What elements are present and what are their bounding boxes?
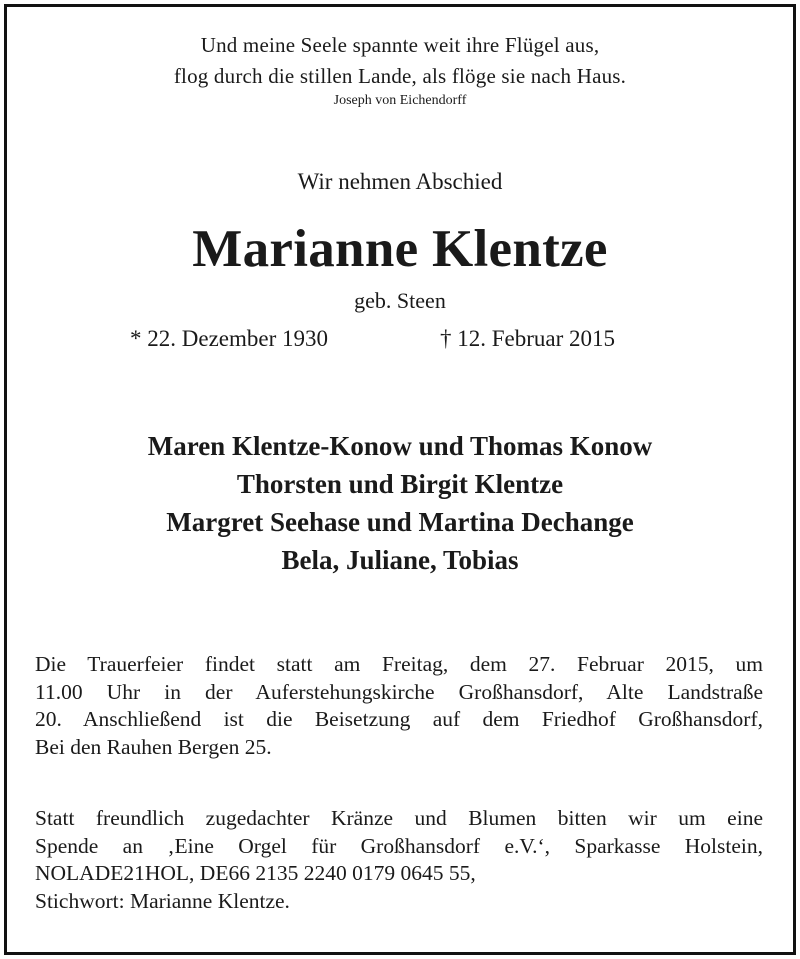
mourner-line: Thorsten und Birgit Klentze bbox=[236, 469, 564, 499]
paragraph-line: Die Trauerfeier findet statt am Freitag, dem 27. Februar 2015, um bbox=[35, 652, 763, 676]
mourner-line: Bela, Juliane, Tobias bbox=[281, 545, 519, 575]
death-date: † 12. Februar 2015 bbox=[440, 326, 616, 351]
poem-line: Und meine Seele spannte weit ihre Flügel aus, bbox=[200, 33, 600, 57]
paragraph-line: 20. Anschließend ist die Beisetzung auf dem Friedhof Großhansdorf, bbox=[35, 707, 763, 731]
mourner-line: Margret Seehase und Martina Dechange bbox=[166, 507, 634, 537]
poem-line: flog durch die stillen Lande, als flöge sie nach Haus. bbox=[173, 64, 627, 88]
intro-text: Wir nehmen Abschied bbox=[297, 169, 503, 194]
paragraph-line: Stichwort: Marianne Klentze. bbox=[35, 888, 290, 913]
paragraph-line: Statt freundlich zugedachter Kränze und Blumen bitten wir um eine bbox=[35, 806, 763, 830]
mourners-list bbox=[0, 427, 800, 579]
maiden-name: geb. Steen bbox=[354, 288, 446, 313]
deceased-name: Marianne Klentze bbox=[192, 220, 608, 278]
paragraph-line: Bei den Rauhen Bergen 25. bbox=[35, 734, 272, 759]
funeral-info-paragraph bbox=[35, 651, 763, 761]
mourner-line: Maren Klentze-Konow und Thomas Konow bbox=[147, 431, 653, 461]
poem-quote bbox=[0, 30, 800, 92]
life-dates bbox=[0, 324, 800, 354]
paragraph-line: NOLADE21HOL, DE66 2135 2240 0179 0645 55, bbox=[35, 861, 476, 885]
paragraph-line: Spende an ‚Eine Orgel für Großhansdorf e.V.‘, Sparkasse Holstein, bbox=[35, 833, 763, 858]
birth-date: * 22. Dezember 1930 bbox=[130, 326, 328, 351]
donation-info-paragraph bbox=[35, 805, 763, 915]
paragraph-line: 11.00 Uhr in der Auferstehungskirche Großhansdorf, Alte Landstraße bbox=[35, 679, 763, 704]
poem-author: Joseph von Eichendorff bbox=[333, 93, 467, 108]
